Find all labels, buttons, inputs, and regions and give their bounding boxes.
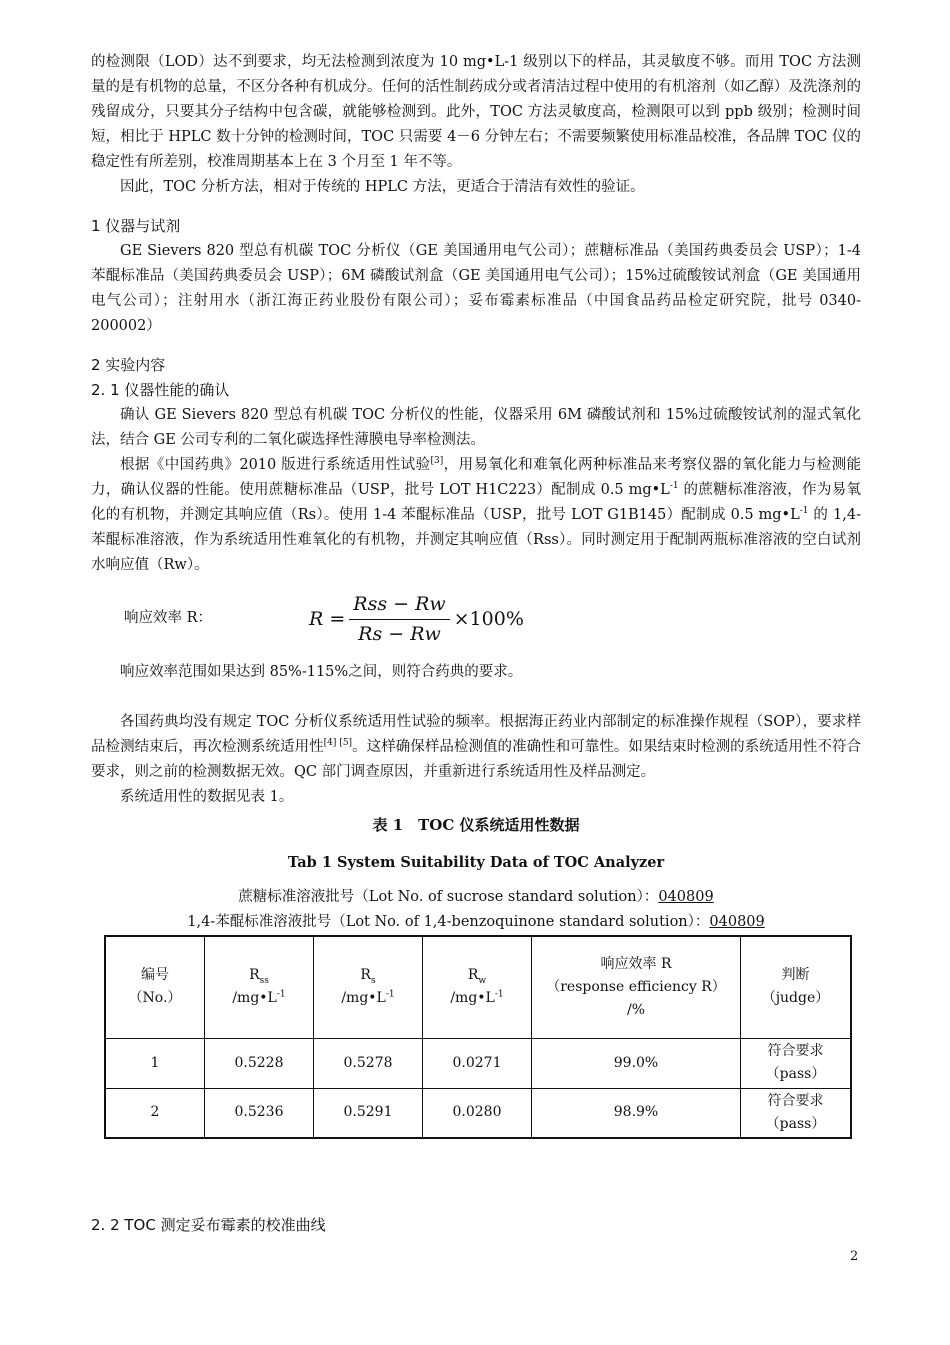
header-response: 响应效率 R （response efficiency R） /%: [532, 936, 741, 1038]
lot-sucrose: 蔗糖标准溶液批号（Lot No. of sucrose standard solution）：040809: [238, 889, 714, 905]
header-rw: $R_w$ $/mg•L^{-1}$: [423, 936, 532, 1038]
paragraph-instrument-confirm: 确认 GE Sievers 820 型总有机碳 TOC 分析仪的性能，仪器采用 6M 磷酸试剂和 15%过硫酸铵试剂的湿式氧化法，结合 GE 公司专利的二氧化碳选择性薄膜电导率检测法。: [91, 407, 861, 448]
page-body: [91, 50, 862, 1132]
table-row: 1 0.5228 0.5278 0.0271 99.0% 符合要求 （pass）: [105, 1038, 851, 1088]
table-row: 2 0.5236 0.5291 0.0280 98.9% 符合要求 （pass）: [105, 1088, 851, 1138]
page-number: 2: [850, 1249, 859, 1264]
formula-denominator: Rs − Rw: [358, 623, 441, 645]
paragraph-instruments: GE Sievers 820 型总有机碳 TOC 分析仪（GE 美国通用电气公司）；蔗糖标准品（美国药典委员会 USP）；1-4 苯醌标准品（美国药典委员会 USP）；6M 磷酸试剂盒（GE 美国通用电气公司）；15%过硫酸铵试剂盒（GE 美国通用电气公司）；注射用水（浙江海正药业股份有限公司）；妥布霉素标准品（中国食品药品检定研究院，批号 0340-200002）: [91, 243, 861, 334]
paragraph-frequency: 各国药典均没有规定 TOC 分析仪系统适用性试验的频率。根据海正药业内部制定的标准操作规程（SOP），要求样品检测结束后，再次检测系统适用性[4] [5]。这样确保样品检测值的准确性和可靠性。如果结束时检测的系统适用性不符合要求，则之前的检测数据无效。QC 部门调查原因，并重新进行系统适用性及样品测定。: [91, 714, 862, 780]
citation-ref: [3]: [430, 456, 444, 467]
paragraph-table-ref: 系统适用性的数据见表 1。: [120, 789, 294, 805]
header-rs: $R_s$ $/mg•L^{-1}$: [314, 936, 423, 1038]
table-header-row: [105, 936, 851, 1038]
subsection-heading-2-2: 2. 2 TOC 测定妥布霉素的校准曲线: [91, 1216, 326, 1234]
paragraph-range: 响应效率范围如果达到 85%-115%之间，则符合药典的要求。: [120, 664, 523, 680]
citation-ref: [4] [5]: [323, 738, 353, 749]
table-caption-en: Tab 1 System Suitability Data of TOC Analyzer: [287, 854, 665, 871]
suitability-table: [104, 935, 852, 1139]
table-caption-cn: 表 1 TOC 仪系统适用性数据: [372, 816, 580, 834]
formula-label: 响应效率 R：: [124, 610, 213, 626]
section-heading-experiment: 2 实验内容: [91, 356, 166, 374]
response-efficiency-formula: R = $\frac{\text{Rss − Rw}}{Rs - Rw}$ ×100%: [309, 593, 524, 645]
lot-benzoquinone: 1,4-苯醌标准溶液批号（Lot No. of 1,4-benzoquinone standard solution）：040809: [187, 914, 765, 930]
section-heading-instruments: 1 仪器与试剂: [91, 217, 181, 235]
paragraph-lod: 的检测限（LOD）达不到要求，均无法检测到浓度为 10 mg•L-1 级别以下的样品，其灵敏度不够。而用 TOC 方法测量的是有机物的总量，不区分各种有机成分。任何的活性制药成分或者清洁过程中使用的有机溶剂（如乙醇）及洗涤剂的残留成分，只要其分子结构中包含碳，就能够检测到。此外，TOC 方法灵敏度高，检测限可以到 ppb 级别；检测时间短，相比于 HPLC 数十分钟的检测时间，TOC 只需要 4－6 分钟左右；不需要频繁使用标准品校准，各品牌 TOC 仪的稳定性有所差别，校准周期基本上在 3 个月至 1 年不等。: [91, 54, 861, 170]
header-no: 编号 （No.）: [105, 936, 205, 1038]
formula-numerator: Rss − Rw: [349, 592, 449, 620]
subsection-heading-2-1: 2. 1 仪器性能的确认: [91, 381, 230, 399]
paragraph-conclusion: 因此，TOC 分析方法，相对于传统的 HPLC 方法，更适合于清洁有效性的验证。: [120, 179, 645, 195]
header-rss: $R_{ss}$ $/mg•L^{-1}$: [205, 936, 314, 1038]
header-judge: 判断 （judge）: [741, 936, 852, 1038]
formula-block: [91, 592, 861, 654]
paragraph-pharmacopoeia: 根据《中国药典》2010 版进行系统适用性试验[3]，用易氧化和难氧化两种标准品来考察仪器的氧化能力与检测能力，确认仪器的性能。使用蔗糖标准品（USP，批号 LOT H1C223）配制成 0.5 $mg•L^{-1}$ 的蔗糖标准溶液，作为易氧化的有机物，并测定其响应值（Rs）。使用 1-4 苯醌标准品（USP，批号 LOT G1B145）配制成 0.5 $mg•L^{-1}$ 的 1,4-苯醌标准溶液，作为系统适用性难氧化的有机物，并测定其响应值（Rss）。同时测定用于配制两瓶标准溶液的空白试剂水响应值（Rw）。: [91, 456, 862, 573]
